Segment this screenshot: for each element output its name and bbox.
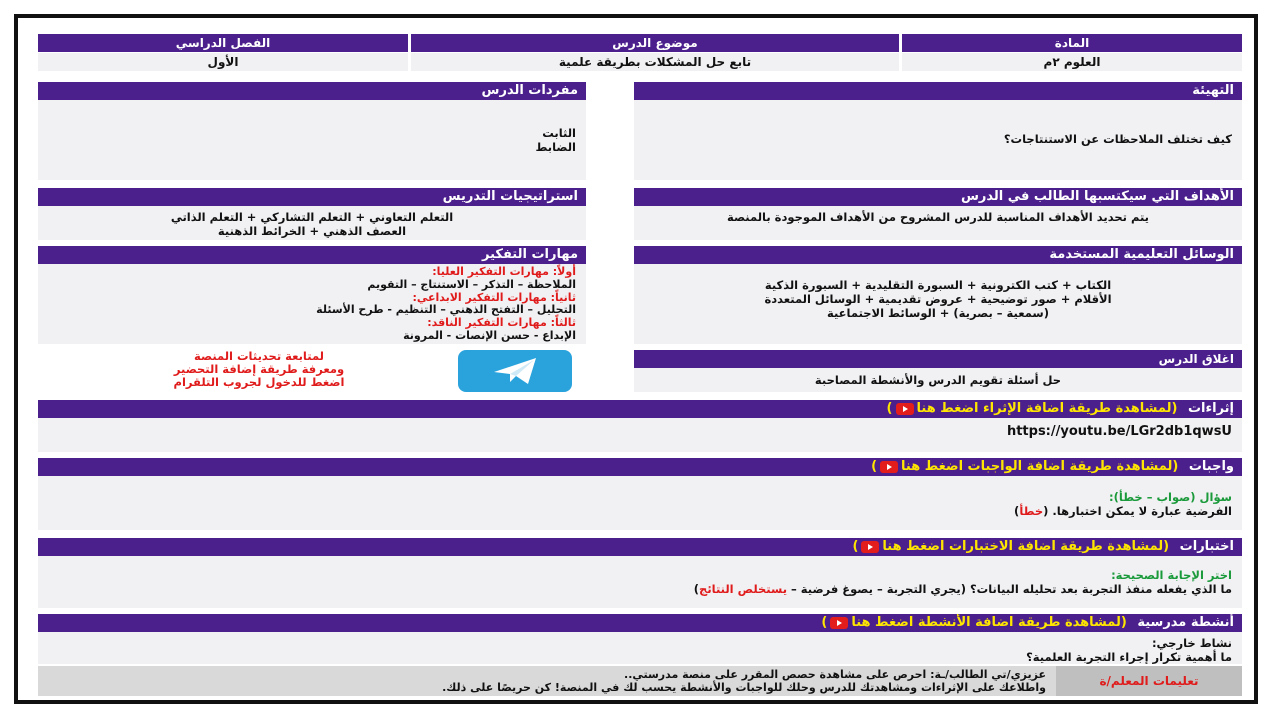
homework-note: (لمشاهدة طريقة اضافة الواجبات اضغط هنا [901, 459, 1179, 474]
activities-title: أنشطة مدرسية [1137, 615, 1234, 630]
tests-question-text: ما الذي يفعله منفذ التجربة بعد تحليله البيانات؟ (يجري التجربة – يصوغ فرضية – [787, 582, 1232, 596]
subject-value: العلوم ٢م [902, 53, 1242, 71]
thinking-panel [38, 246, 586, 344]
youtube-icon[interactable] [830, 617, 848, 629]
enrichment-title: إثراءات [1187, 401, 1234, 416]
activities-note-end: ) [821, 615, 828, 630]
closing-text: حل أسئلة تقويم الدرس والأنشطة المصاحبة [814, 373, 1062, 387]
enrichment-note-end: ) [886, 401, 893, 416]
subject-label: المادة [902, 34, 1242, 52]
closing-panel [634, 350, 1242, 392]
warmup-text: كيف تختلف الملاحظات عن الاستنتاجات؟ [1003, 132, 1232, 146]
activities-how-to-link[interactable] [821, 615, 1126, 630]
objectives-panel [634, 188, 1242, 240]
strategies-panel [38, 188, 586, 240]
homework-title: واجبات [1188, 459, 1234, 474]
homework-note-end: ) [871, 459, 878, 474]
tests-question-label: اختر الإجابة الصحيحة: [1111, 568, 1232, 582]
activities-text: ما أهمية تكرار إجراء التجربة العلمية؟ [1026, 650, 1232, 664]
tests-panel [38, 538, 1242, 608]
thinking-heading-creative: ثانياً: مهارات التفكير الابداعي: [412, 290, 576, 304]
tools-panel [634, 246, 1242, 344]
teacher-instructions-row [38, 666, 1242, 696]
telegram-promo[interactable] [114, 350, 404, 389]
homework-answer: خطأ [1019, 504, 1044, 518]
vocab-item: الثابت [542, 126, 576, 140]
teacher-instructions-line: عزيزي/تي الطالب/ـة: احرص على مشاهدة حصص المقرر على منصة مدرستي.. [624, 668, 1046, 681]
warmup-title: التهيئة [634, 82, 1242, 100]
tools-title: الوسائل التعليمية المستخدمة [634, 246, 1242, 264]
homework-question-label: سؤال (صواب – خطأ): [1109, 490, 1232, 504]
topic-label: موضوع الدرس [411, 34, 899, 52]
topic-value: تابع حل المشكلات بطريقة علمية [411, 53, 899, 71]
homework-how-to-link[interactable] [871, 459, 1178, 474]
enrichment-panel [38, 400, 1242, 452]
enrichment-note: (لمشاهدة طريقة اضافة الإثراء اضغط هنا [916, 401, 1178, 416]
teacher-instructions-line: واطلاعك على الإثراءات ومشاهدتك للدرس وحلك للواجبات والأنشطة يحسب لك في المنصة! كن حريصًا على ذلك. [442, 681, 1046, 694]
thinking-text-critical: الإبداع - حسن الإنصات - المرونة [403, 328, 576, 342]
tests-title: اختبارات [1179, 539, 1234, 554]
homework-question-close: ) [1014, 504, 1020, 518]
vocab-item: الضابط [535, 140, 576, 154]
semester-label: الفصل الدراسي [38, 34, 408, 52]
tests-answer: يستخلص النتائج [699, 582, 788, 596]
activities-label: نشاط خارجي: [1151, 636, 1232, 650]
tools-line: الأقلام + صور توضيحية + عروض تقديمية + الوسائل المتعددة [764, 292, 1112, 306]
youtube-icon[interactable] [896, 403, 914, 415]
thinking-title: مهارات التفكير [38, 246, 586, 264]
objectives-title: الأهداف التي سيكتسبها الطالب في الدرس [634, 188, 1242, 206]
thinking-heading-critical: ثالثاً: مهارات التفكير الناقد: [427, 316, 576, 330]
objectives-text: يتم تحديد الأهداف المناسبة للدرس المشروح من الأهداف الموجودة بالمنصة [727, 210, 1149, 224]
tests-question-close: ) [693, 582, 700, 596]
telegram-promo-line: لمتابعة تحديثات المنصة [194, 349, 324, 363]
tests-note: (لمشاهدة طريقة اضافة الاختبارات اضغط هنا [882, 539, 1170, 554]
youtube-icon[interactable] [880, 461, 898, 473]
strategies-title: استراتيجيات التدريس [38, 188, 586, 206]
closing-title: اغلاق الدرس [634, 350, 1242, 368]
telegram-icon[interactable] [458, 350, 572, 392]
enrichment-link[interactable]: https://youtu.be/LGr2db1qwsU [1006, 424, 1232, 439]
activities-note: (لمشاهدة طريقة اضافة الأنشطة اضغط هنا [851, 615, 1127, 630]
tools-line: الكتاب + كتب الكترونية + السبورة التقليدية + السبورة الذكية [764, 278, 1112, 292]
enrichment-how-to-link[interactable] [887, 401, 1178, 416]
youtube-icon[interactable] [861, 541, 879, 553]
activities-panel [38, 614, 1242, 664]
thinking-heading-higher: أولاً: مهارات التفكير العليا: [432, 265, 576, 278]
thinking-text-higher: الملاحظة – التذكر – الاستنتاج – التقويم [367, 277, 576, 291]
warmup-panel [634, 82, 1242, 180]
vocab-title: مفردات الدرس [38, 82, 586, 100]
teacher-instructions-label: تعليمات المعلم/ة [1056, 666, 1242, 696]
vocab-panel [38, 82, 586, 180]
telegram-promo-line: اضغط للدخول لجروب التلقرام [173, 375, 345, 389]
strategies-line: العصف الذهني + الخرائط الذهنية [217, 224, 407, 238]
homework-panel [38, 458, 1242, 530]
strategies-line: التعلم التعاوني + التعلم التشاركي + التعلم الذاتي [170, 210, 454, 224]
tests-note-end: ) [852, 539, 859, 554]
thinking-text-creative: التحليل – التفتح الذهني – التنظيم - طرح الأسئلة [316, 303, 576, 317]
lesson-plan-frame [14, 14, 1258, 704]
homework-question-text: الفرضية عبارة لا يمكن اختبارها. ( [1043, 504, 1232, 518]
tests-how-to-link[interactable] [852, 539, 1169, 554]
semester-value: الأول [38, 53, 408, 71]
tools-line: (سمعية – بصرية) + الوسائط الاجتماعية [827, 306, 1049, 320]
telegram-promo-line: ومعرفة طريقة إضافة التحضير [173, 362, 345, 376]
